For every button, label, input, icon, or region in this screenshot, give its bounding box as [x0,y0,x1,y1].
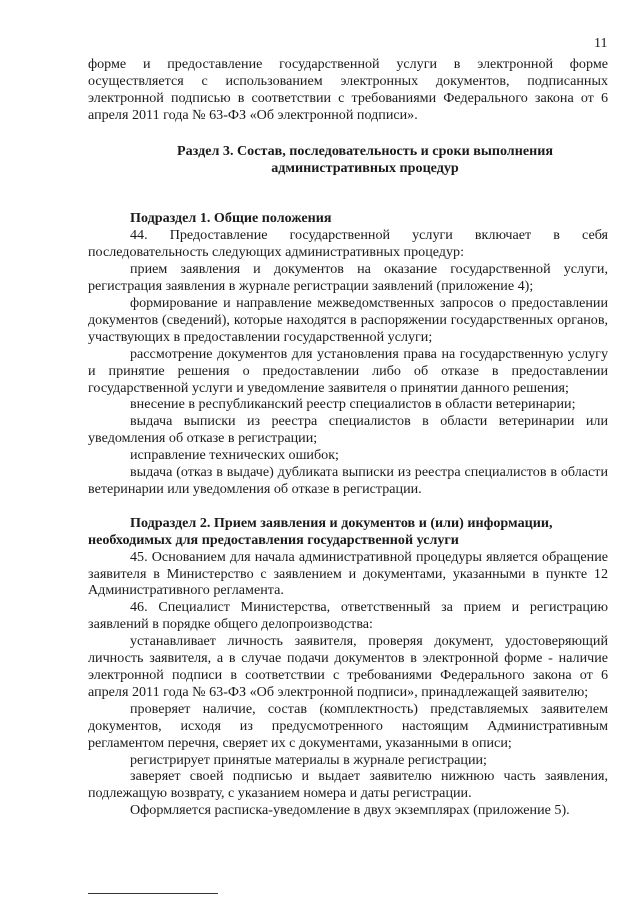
intro-paragraph: форме и предоставление государственной услуги в электронной форме осуществляется с использованием электронных документов, подписанных электронной подписью в соответствии с требованиями Федерального закона от 6 апреля 2011 года № 63-ФЗ «Об электронной подписи». [88,56,608,123]
procedure-item: выдача выписки из реестра специалистов в области ветеринарии или уведомления об отказе в регистрации; [88,413,608,447]
duty-item: регистрирует принятые материалы в журнале регистрации; [130,751,487,768]
document-body [88,56,608,819]
paragraph-45: 45. Основанием для начала административной процедуры является обращение заявителя в Министерство с заявлением и документами, указанными в пункте 12 Административного регламента. [88,548,608,599]
duty-item: устанавливает личность заявителя, проверяя документ, удостоверяющий личность заявителя, а в случае подачи документов в электронной форме - наличие электронной подписи в соответствии с требованиями Федерального закона от 6 апреля 2011 года № 63-ФЗ «Об электронной подписи», принадлежащей заявителю; [88,633,608,700]
subsection-1-title: Подраздел 1. Общие положения [130,210,332,227]
section-3-title: Раздел 3. Состав, последовательность и сроки выполнения административных процедур [177,142,553,176]
subsection-2-title: Подраздел 2. Прием заявления и документов и (или) информации, необходимых для предоставления государственной услуги [88,514,553,548]
footnote-divider [88,893,218,894]
page-number: 11 [594,36,608,51]
paragraph-46: 46. Специалист Министерства, ответственный за прием и регистрацию заявлений в порядке общего делопроизводства: [88,599,608,633]
duty-item: проверяет наличие, состав (комплектность) представляемых заявителем документов, исходя из предусмотренного настоящим Административным регламентом перечня, сверяет их с документами, указанными в описи; [88,700,608,751]
receipt-paragraph: Оформляется расписка-уведомление в двух экземплярах (приложение 5). [130,802,570,819]
paragraph-44: 44. Предоставление государственной услуги включает в себя последовательность следующих административных процедур: [88,227,608,261]
procedure-item: прием заявления и документов на оказание государственной услуги, регистрация заявления в журнале регистрации заявлений (приложение 4); [88,261,608,295]
procedure-item: рассмотрение документов для установления права на государственную услугу и принятие решения о предоставлении либо об отказе в предоставлении государственной услуги и уведомление заявителя о принятии данного решения; [88,345,608,396]
procedure-item: выдача (отказ в выдаче) дубликата выписки из реестра специалистов в области ветеринарии или уведомления об отказе в регистрации. [88,464,608,497]
duty-item: заверяет своей подписью и выдает заявителю нижнюю часть заявления, подлежащую возврату, с указанием номера и даты регистрации. [88,768,608,802]
procedure-item: внесение в республиканский реестр специалистов в области ветеринарии; [130,396,576,413]
procedure-item: исправление технических ошибок; [130,447,339,464]
procedure-item: формирование и направление межведомственных запросов о предоставлении документов (сведений), которые находятся в распоряжении государственных органов, участвующих в предоставлении государственной услуги; [88,294,608,345]
